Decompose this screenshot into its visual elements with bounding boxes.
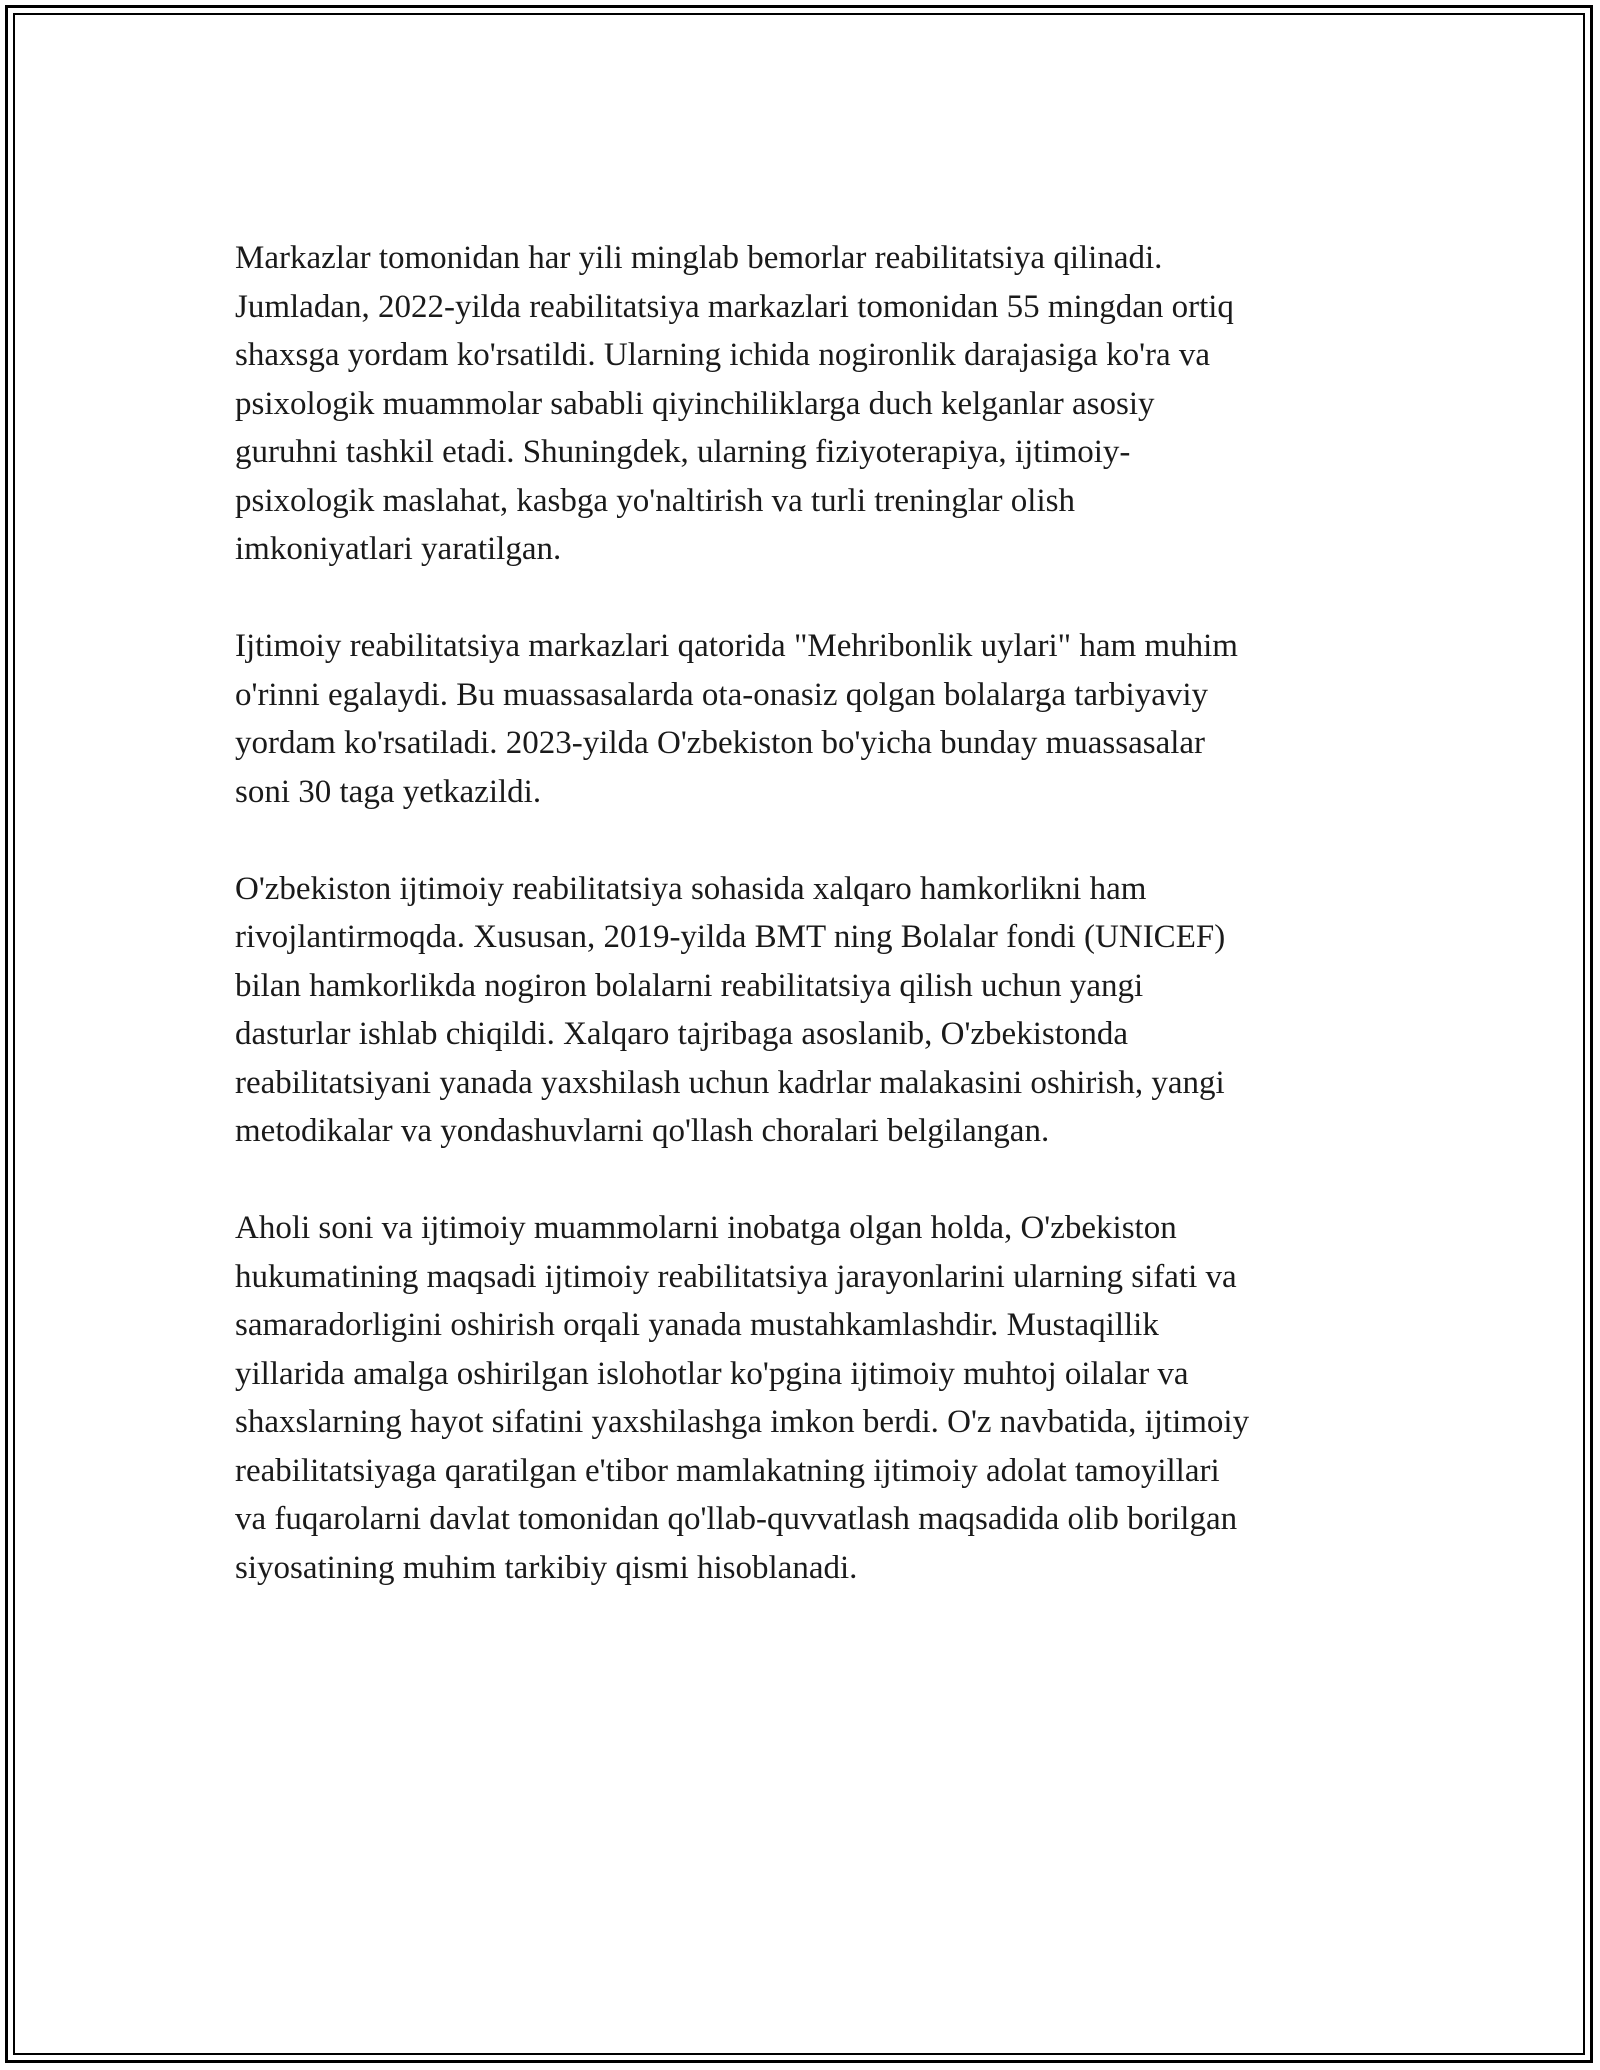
document-body [235, 234, 1395, 1641]
paragraph-government-goals: Aholi soni va ijtimoiy muammolarni inobatga olgan holda, O'zbekiston hukumatining maqsadi ijtimoiy reabilitatsiya jarayonlarini ularning sifati va samaradorligini oshirish orqali yanada mustahkamlashdir. Mustaqillik yillarida amalga oshirilgan islohotlar ko'pgina ijtimoiy muhtoj oilalar va shaxslarning hayot sifatini yaxshilashga imkon berdi. O'z navbatida, ijtimoiy reabilitatsiyaga qaratilgan e'tibor mamlakatning ijtimoiy adolat tamoyillari va fuqarolarni davlat tomonidan qo'llab-quvvatlash maqsadida olib borilgan siyosatining muhim tarkibiy qismi hisoblanadi. [235, 1210, 1250, 1586]
paragraph-rehab-centers: Markazlar tomonidan har yili minglab bemorlar reabilitatsiya qilinadi. Jumladan, 2022-yilda reabilitatsiya markazlari tomonidan 55 mingdan ortiq shaxsga yordam ko'rsatildi. Ularning ichida nogironlik darajasiga ko'ra va psixologik muammolar sababli qiyinchiliklarga duch kelganlar asosiy guruhni tashkil etadi. Shuningdek, ularning fiziyoterapiya, ijtimoiy- psixologik maslahat, kasbga yo'naltirish va turli treninglar olish imkoniyatlari yaratilgan. [235, 240, 1234, 567]
paragraph-orphanages: Ijtimoiy reabilitatsiya markazlari qatorida "Mehribonlik uylari" ham muhim o'rinni egalaydi. Bu muassasalarda ota-onasiz qolgan bolalarga tarbiyaviy yordam ko'rsatiladi. 2023-yilda O'zbekiston bo'yicha bunday muassasalar soni 30 taga yetkazildi. [235, 628, 1238, 810]
paragraph-international-cooperation: O'zbekiston ijtimoiy reabilitatsiya sohasida xalqaro hamkorlikni ham rivojlantirmoqda. Xususan, 2019-yilda BMT ning Bolalar fondi (UNICEF) bilan hamkorlikda nogiron bolalarni reabilitatsiya qilish uchun yangi dasturlar ishlab chiqildi. Xalqaro tajribaga asoslanib, O'zbekistonda reabilitatsiyani yanada yaxshilash uchun kadrlar malakasini oshirish, yangi metodikalar va yondashuvlarni qo'llash choralari belgilangan. [235, 870, 1226, 1149]
